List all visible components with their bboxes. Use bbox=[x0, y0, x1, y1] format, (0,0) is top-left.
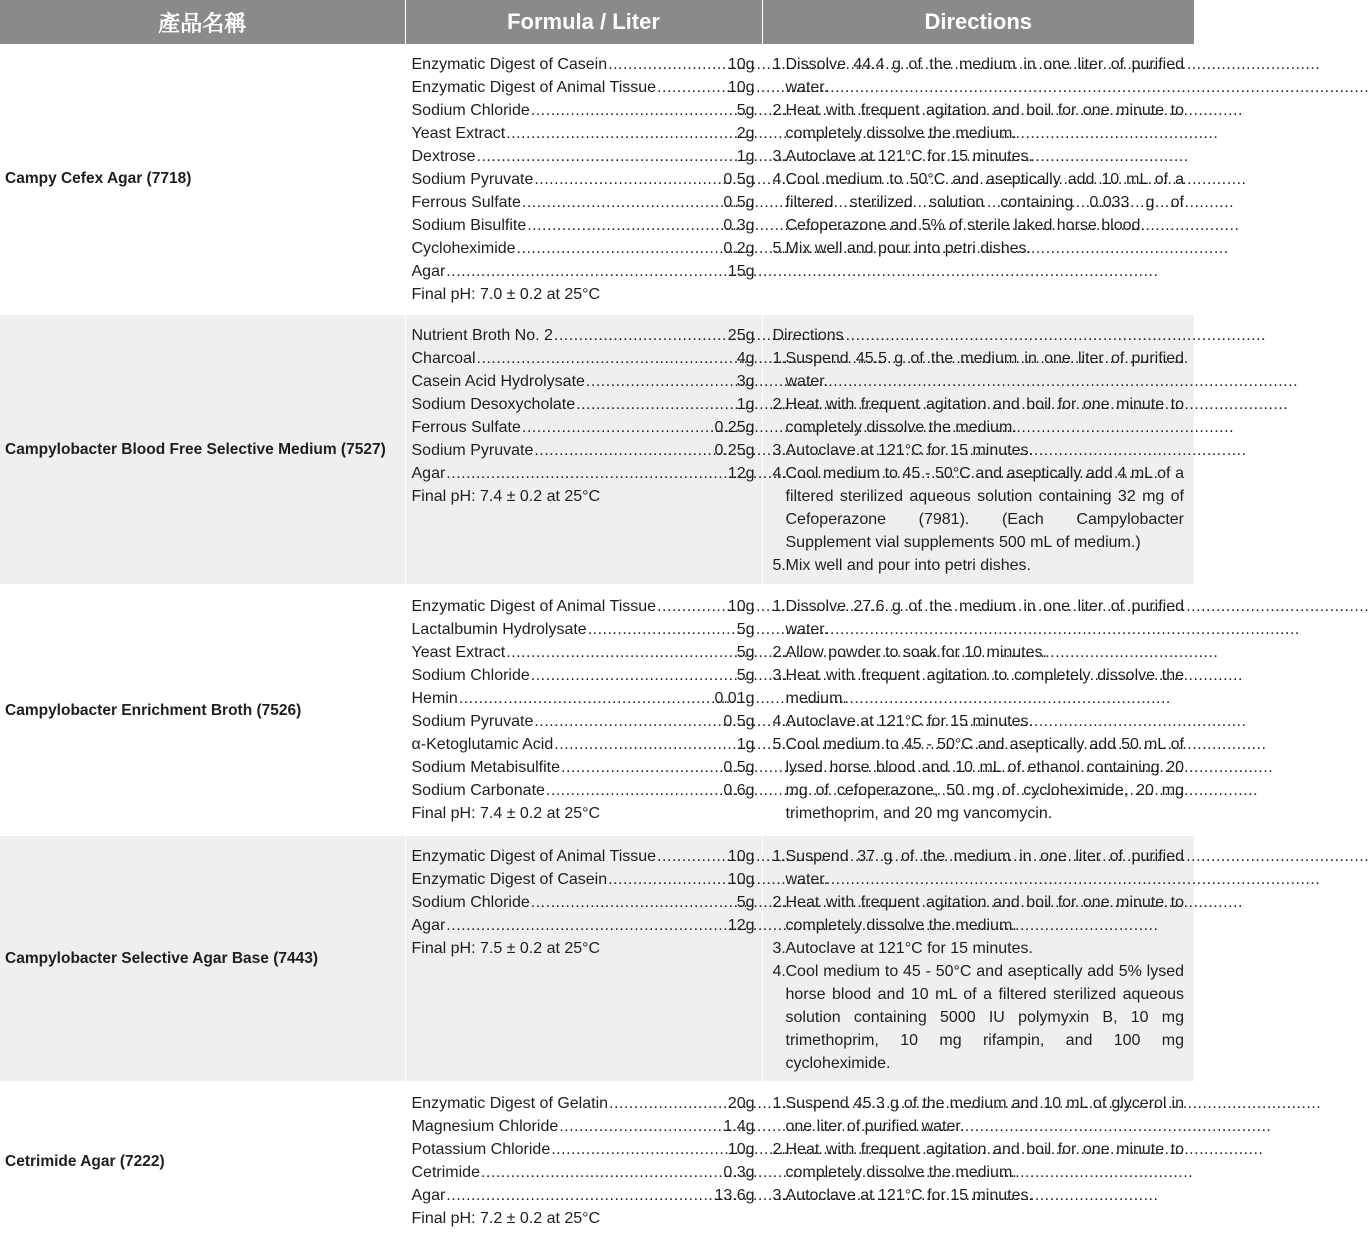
formula-line bbox=[412, 416, 755, 439]
step-number: 2. bbox=[772, 894, 786, 911]
dot-leader bbox=[657, 76, 727, 99]
direction-step bbox=[773, 237, 1185, 260]
step-text: Mix well and pour into petri dishes. bbox=[785, 557, 1031, 574]
ingredient-name: Hemin bbox=[411, 690, 458, 707]
ingredient-amount: 1g bbox=[736, 148, 755, 165]
formula-line bbox=[412, 664, 755, 687]
ingredient-name: α-Ketoglutamic Acid bbox=[411, 736, 554, 753]
step-number: 3. bbox=[772, 1187, 786, 1204]
ingredient-name: Yeast Extract bbox=[411, 644, 506, 661]
direction-step bbox=[773, 595, 1185, 641]
step-text: Heat with frequent agitation and boil for one minute to completely dissolve the medium. bbox=[785, 396, 1184, 436]
dot-leader bbox=[534, 439, 713, 462]
ingredient-name: Sodium Chloride bbox=[411, 667, 530, 684]
step-text: Heat with frequent agitation to completely dissolve the medium. bbox=[785, 667, 1184, 707]
dot-leader bbox=[657, 845, 727, 868]
formula-cell bbox=[405, 1082, 762, 1241]
ingredient-amount: 10g bbox=[727, 1141, 755, 1158]
dot-leader bbox=[531, 664, 736, 687]
dot-leader bbox=[446, 462, 727, 485]
ingredient-name: Sodium Pyruvate bbox=[411, 442, 534, 459]
ingredient-amount: 0.2g bbox=[723, 240, 755, 257]
step-number: 1. bbox=[772, 56, 786, 73]
ingredient-amount: 10g bbox=[727, 871, 755, 888]
formula-line bbox=[412, 756, 755, 779]
directions-cell bbox=[762, 1082, 1194, 1241]
dot-leader bbox=[446, 914, 727, 937]
formula-line bbox=[412, 370, 755, 393]
formula-line bbox=[412, 214, 755, 237]
step-number: 1. bbox=[772, 1095, 786, 1112]
product-row bbox=[0, 314, 1194, 585]
product-row bbox=[0, 1082, 1194, 1241]
ingredient-name: Agar bbox=[411, 465, 446, 482]
final-ph: Final pH: 7.4 ± 0.2 at 25°C bbox=[411, 488, 601, 505]
formula-line bbox=[412, 260, 755, 283]
step-text: Heat with frequent agitation and boil for one minute to completely dissolve the medium. bbox=[785, 102, 1184, 142]
step-text: Cool medium to 45 - 50°C and aseptically add 50 mL of lysed horse blood and 10 mL of ethanol containing 20 mg of cefoperazone, 50 mg of cycloheximide, 20 mg trimethoprim, and 20 mg vancomycin. bbox=[785, 736, 1184, 822]
ingredient-amount: 10g bbox=[727, 79, 755, 96]
formula-line bbox=[412, 191, 755, 214]
direction-step bbox=[773, 733, 1185, 825]
ingredient-amount: 0.3g bbox=[723, 217, 755, 234]
formula-line bbox=[412, 1161, 755, 1184]
direction-step bbox=[773, 937, 1185, 960]
step-text: Mix well and pour into petri dishes. bbox=[785, 240, 1031, 257]
ingredient-name: Nutrient Broth No. 2 bbox=[411, 327, 553, 344]
direction-step bbox=[773, 891, 1185, 937]
ingredient-name: Enzymatic Digest of Animal Tissue bbox=[411, 79, 657, 96]
ingredient-name: Sodium Desoxycholate bbox=[411, 396, 576, 413]
ingredient-name: Sodium Bisulfite bbox=[411, 217, 527, 234]
formula-line bbox=[412, 1138, 755, 1161]
ingredient-amount: 15g bbox=[727, 263, 755, 280]
step-number: 3. bbox=[772, 667, 786, 684]
step-number: 2. bbox=[772, 396, 786, 413]
ingredient-name: Lactalbumin Hydrolysate bbox=[411, 621, 587, 638]
step-number: 4. bbox=[772, 465, 786, 482]
ingredient-amount: 5g bbox=[736, 621, 755, 638]
dot-leader bbox=[506, 641, 736, 664]
header-directions: Directions bbox=[762, 0, 1194, 44]
product-name: Campy Cefex Agar (7718) bbox=[0, 44, 405, 314]
direction-step bbox=[773, 393, 1185, 439]
ingredient-amount: 25g bbox=[727, 327, 755, 344]
formula-line bbox=[412, 687, 755, 710]
direction-step bbox=[773, 168, 1185, 237]
ingredient-name: Enzymatic Digest of Casein bbox=[411, 871, 608, 888]
product-row bbox=[0, 835, 1194, 1082]
directions-cell bbox=[762, 314, 1194, 585]
ingredient-name: Enzymatic Digest of Animal Tissue bbox=[411, 848, 657, 865]
dot-leader bbox=[554, 324, 727, 347]
ingredient-name: Sodium Carbonate bbox=[411, 782, 545, 799]
ingredient-amount: 1g bbox=[736, 736, 755, 753]
dot-leader bbox=[481, 1161, 722, 1184]
direction-step bbox=[773, 53, 1185, 99]
ingredient-amount: 1.4g bbox=[723, 1118, 755, 1135]
ingredient-name: Enzymatic Digest of Animal Tissue bbox=[411, 598, 657, 615]
ingredient-amount: 10g bbox=[727, 598, 755, 615]
step-text: Allow powder to soak for 10 minutes. bbox=[785, 644, 1047, 661]
ingredient-name: Enzymatic Digest of Casein bbox=[411, 56, 608, 73]
direction-step bbox=[773, 554, 1185, 577]
dot-leader bbox=[477, 145, 736, 168]
product-row bbox=[0, 585, 1194, 835]
ingredient-name: Casein Acid Hydrolysate bbox=[411, 373, 585, 390]
step-text: Heat with frequent agitation and boil for one minute to completely dissolve the medium. bbox=[785, 894, 1184, 934]
direction-step bbox=[773, 1138, 1185, 1184]
ingredient-name: Agar bbox=[411, 1187, 446, 1204]
ingredient-name: Cetrimide bbox=[411, 1164, 480, 1181]
ingredient-amount: 12g bbox=[727, 917, 755, 934]
ingredient-name: Sodium Metabisulfite bbox=[411, 759, 561, 776]
dot-leader bbox=[657, 595, 727, 618]
ingredient-amount: 20g bbox=[727, 1095, 755, 1112]
ingredient-amount: 4g bbox=[736, 350, 755, 367]
step-text: Heat with frequent agitation and boil for one minute to completely dissolve the medium. bbox=[785, 1141, 1184, 1181]
formula-line bbox=[412, 76, 755, 99]
formula-line bbox=[412, 347, 755, 370]
dot-leader bbox=[506, 122, 736, 145]
step-number: 5. bbox=[772, 240, 786, 257]
ingredient-amount: 5g bbox=[736, 102, 755, 119]
final-ph: Final pH: 7.0 ± 0.2 at 25°C bbox=[411, 286, 601, 303]
dot-leader bbox=[477, 347, 736, 370]
ingredient-amount: 10g bbox=[727, 848, 755, 865]
header-row bbox=[0, 0, 1194, 44]
dot-leader bbox=[608, 868, 727, 891]
ingredient-amount: 5g bbox=[736, 667, 755, 684]
formula-cell bbox=[405, 44, 762, 314]
dot-leader bbox=[546, 779, 722, 802]
media-rows bbox=[0, 44, 1194, 1241]
dot-leader bbox=[586, 370, 736, 393]
ingredient-name: Enzymatic Digest of Gelatin bbox=[411, 1095, 609, 1112]
formula-line bbox=[412, 891, 755, 914]
formula-line bbox=[412, 122, 755, 145]
ingredient-amount: 0.5g bbox=[723, 759, 755, 776]
formula-line bbox=[412, 324, 755, 347]
product-name: Cetrimide Agar (7222) bbox=[0, 1082, 405, 1241]
dot-leader bbox=[551, 1138, 727, 1161]
header-product-name: 產品名稱 bbox=[0, 0, 405, 44]
direction-step bbox=[773, 1092, 1185, 1138]
step-number: 5. bbox=[772, 736, 786, 753]
ingredient-amount: 0.6g bbox=[723, 782, 755, 799]
step-text: Cool medium to 50°C and aseptically add 10 mL of a filtered sterilized solution containing 0.033 g of Cefoperazone and 5% of sterile laked horse blood. bbox=[785, 171, 1184, 234]
dot-leader bbox=[527, 214, 722, 237]
direction-step bbox=[773, 347, 1185, 393]
ingredient-name: Agar bbox=[411, 263, 446, 280]
step-number: 2. bbox=[772, 1141, 786, 1158]
header-formula: Formula / Liter bbox=[405, 0, 762, 44]
product-name: Campylobacter Blood Free Selective Medium (7527) bbox=[0, 314, 405, 585]
step-text: Autoclave at 121°C for 15 minutes. bbox=[785, 442, 1033, 459]
ingredient-name: Magnesium Chloride bbox=[411, 1118, 559, 1135]
formula-line bbox=[412, 595, 755, 618]
step-number: 2. bbox=[772, 102, 786, 119]
directions-cell bbox=[762, 585, 1194, 835]
dot-leader bbox=[459, 687, 714, 710]
direction-step bbox=[773, 845, 1185, 891]
dot-leader bbox=[517, 237, 723, 260]
step-number: 5. bbox=[772, 557, 786, 574]
dot-leader bbox=[522, 191, 722, 214]
step-text: Cool medium to 45 - 50°C and aseptically add 4 mL of a filtered sterilized aqueous solution containing 32 mg of Cefoperazone (7981). (Each Campylobacter Supplement vial supplements 500 mL of medium.) bbox=[785, 465, 1184, 551]
step-number: 2. bbox=[772, 644, 786, 661]
formula-line bbox=[412, 1184, 755, 1207]
dot-leader bbox=[608, 53, 727, 76]
ingredient-name: Sodium Chloride bbox=[411, 894, 530, 911]
direction-step bbox=[773, 1184, 1185, 1207]
formula-line bbox=[412, 1092, 755, 1115]
formula-line bbox=[412, 868, 755, 891]
step-text: Autoclave at 121°C for 15 minutes. bbox=[785, 148, 1033, 165]
dot-leader bbox=[534, 710, 722, 733]
dot-leader bbox=[446, 1184, 713, 1207]
direction-step bbox=[773, 960, 1185, 1075]
formula-line bbox=[412, 1115, 755, 1138]
directions-heading: Directions bbox=[772, 327, 844, 344]
step-number: 4. bbox=[772, 963, 786, 980]
ingredient-amount: 5g bbox=[736, 644, 755, 661]
dot-leader bbox=[588, 618, 736, 641]
dot-leader bbox=[531, 891, 736, 914]
ingredient-name: Cycloheximide bbox=[411, 240, 516, 257]
ingredient-amount: 0.25g bbox=[714, 442, 755, 459]
step-text: Autoclave at 121°C for 15 minutes. bbox=[785, 1187, 1033, 1204]
ingredient-name: Ferrous Sulfate bbox=[411, 194, 521, 211]
formula-line bbox=[412, 462, 755, 485]
formula-cell bbox=[405, 835, 762, 1082]
step-text: Suspend 45.5 g of the medium in one liter of purified water. bbox=[785, 350, 1184, 390]
direction-step bbox=[773, 710, 1185, 733]
ingredient-name: Sodium Pyruvate bbox=[411, 171, 534, 188]
step-text: Autoclave at 121°C for 15 minutes. bbox=[785, 940, 1033, 957]
ingredient-name: Dextrose bbox=[411, 148, 476, 165]
formula-line bbox=[412, 710, 755, 733]
direction-step bbox=[773, 462, 1185, 554]
final-ph: Final pH: 7.5 ± 0.2 at 25°C bbox=[411, 940, 601, 957]
dot-leader bbox=[561, 756, 722, 779]
formula-line bbox=[412, 53, 755, 76]
formula-cell bbox=[405, 585, 762, 835]
formula-line bbox=[412, 641, 755, 664]
ingredient-name: Sodium Chloride bbox=[411, 102, 530, 119]
formula-line bbox=[412, 618, 755, 641]
ingredient-amount: 10g bbox=[727, 56, 755, 73]
direction-step bbox=[773, 664, 1185, 710]
dot-leader bbox=[534, 168, 722, 191]
dot-leader bbox=[559, 1115, 722, 1138]
ingredient-amount: 0.5g bbox=[723, 713, 755, 730]
step-text: Suspend 37 g of the medium in one liter of purified water. bbox=[785, 848, 1184, 888]
ingredient-amount: 5g bbox=[736, 894, 755, 911]
formula-line bbox=[412, 914, 755, 937]
ingredient-name: Yeast Extract bbox=[411, 125, 506, 142]
formula-line bbox=[412, 145, 755, 168]
product-name: Campylobacter Selective Agar Base (7443) bbox=[0, 835, 405, 1082]
step-number: 1. bbox=[772, 598, 786, 615]
direction-step bbox=[773, 641, 1185, 664]
final-ph: Final pH: 7.4 ± 0.2 at 25°C bbox=[411, 805, 601, 822]
dot-leader bbox=[531, 99, 736, 122]
product-name: Campylobacter Enrichment Broth (7526) bbox=[0, 585, 405, 835]
dot-leader bbox=[609, 1092, 727, 1115]
ingredient-amount: 0.01g bbox=[714, 690, 755, 707]
step-number: 3. bbox=[772, 148, 786, 165]
final-ph: Final pH: 7.2 ± 0.2 at 25°C bbox=[411, 1210, 601, 1227]
step-number: 3. bbox=[772, 442, 786, 459]
direction-step bbox=[773, 439, 1185, 462]
formula-line bbox=[412, 845, 755, 868]
dot-leader bbox=[576, 393, 736, 416]
ingredient-amount: 12g bbox=[727, 465, 755, 482]
step-text: Cool medium to 45 - 50°C and aseptically add 5% lysed horse blood and 10 mL of a filtered sterilized aqueous solution containing 5000 IU polymyxin B, 10 mg trimethoprim, 10 mg rifampin, and 100 mg cycloheximide. bbox=[785, 963, 1184, 1072]
formula-line bbox=[412, 168, 755, 191]
ingredient-amount: 13.6g bbox=[714, 1187, 755, 1204]
ingredient-name: Ferrous Sulfate bbox=[411, 419, 521, 436]
dot-leader bbox=[446, 260, 727, 283]
step-number: 3. bbox=[772, 940, 786, 957]
step-number: 4. bbox=[772, 713, 786, 730]
ingredient-amount: 0.25g bbox=[714, 419, 755, 436]
step-number: 1. bbox=[772, 848, 786, 865]
ingredient-amount: 3g bbox=[736, 373, 755, 390]
dot-leader bbox=[554, 733, 735, 756]
formula-line bbox=[412, 393, 755, 416]
ingredient-name: Potassium Chloride bbox=[411, 1141, 551, 1158]
ingredient-amount: 0.5g bbox=[723, 171, 755, 188]
ingredient-name: Charcoal bbox=[411, 350, 476, 367]
step-text: Autoclave at 121°C for 15 minutes. bbox=[785, 713, 1033, 730]
formula-line bbox=[412, 237, 755, 260]
step-text: Dissolve 44.4 g of the medium in one liter of purified water. bbox=[785, 56, 1184, 96]
step-text: Suspend 45.3 g of the medium and 10 mL of glycerol in one liter of purified water. bbox=[785, 1095, 1184, 1135]
formula-line bbox=[412, 779, 755, 802]
step-number: 1. bbox=[772, 350, 786, 367]
direction-step bbox=[773, 99, 1185, 145]
ingredient-name: Agar bbox=[411, 917, 446, 934]
step-number: 4. bbox=[772, 171, 786, 188]
formula-line bbox=[412, 99, 755, 122]
dot-leader bbox=[522, 416, 714, 439]
ingredient-name: Sodium Pyruvate bbox=[411, 713, 534, 730]
directions-cell bbox=[762, 835, 1194, 1082]
formula-line bbox=[412, 439, 755, 462]
ingredient-amount: 2g bbox=[736, 125, 755, 142]
product-row bbox=[0, 44, 1194, 314]
ingredient-amount: 1g bbox=[736, 396, 755, 413]
ingredient-amount: 0.5g bbox=[723, 194, 755, 211]
direction-step bbox=[773, 145, 1185, 168]
formula-line bbox=[412, 733, 755, 756]
step-text: Dissolve 27.6 g of the medium in one liter of purified water. bbox=[785, 598, 1184, 638]
formula-cell bbox=[405, 314, 762, 585]
ingredient-amount: 0.3g bbox=[723, 1164, 755, 1181]
